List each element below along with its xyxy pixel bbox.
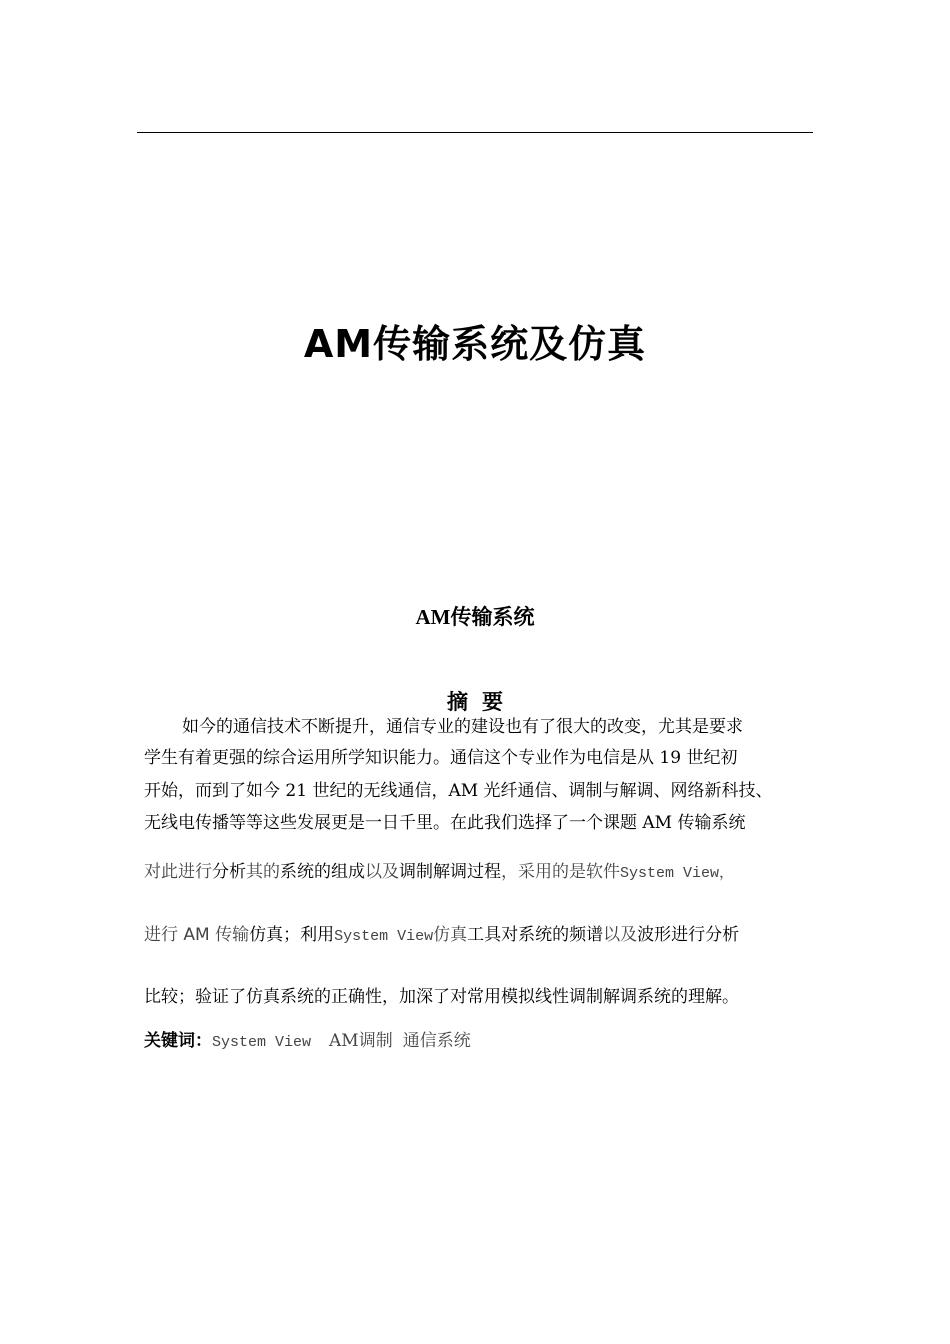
text-run: 进行 — [144, 925, 184, 945]
keyword: AM调制 — [329, 1031, 393, 1051]
text-run: 传输 — [209, 925, 250, 945]
abstract-line-6 — [144, 922, 810, 950]
abstract-line-4: 无线电传播等等这些发展更是一日千里。在此我们选择了一个课题 AM 传输系统 — [144, 813, 746, 833]
text-run: AM — [183, 925, 210, 945]
text-run: ，采用的是软件 — [501, 862, 620, 882]
keyword: System View — [212, 1034, 312, 1051]
abstract-heading: 摘要 — [447, 690, 517, 714]
text-run: 分析 — [212, 862, 246, 882]
text-run: 仿真 — [433, 925, 468, 945]
abstract-line-5 — [144, 859, 810, 887]
text-run: 波形进行分析 — [637, 925, 740, 945]
abstract-line-3: 开始，而到了如今 21 世纪的无线通信，AM 光纤通信、调制与解调、网络新科技、 — [144, 781, 773, 801]
keywords-line — [144, 1028, 810, 1056]
abstract-line-2: 学生有着更强的综合运用所学知识能力。通信这个专业作为电信是从 19 世纪初 — [144, 748, 738, 768]
text-run: System View， — [620, 865, 735, 882]
text-run: 对此进行 — [144, 862, 212, 882]
text-run: 以及 — [603, 925, 638, 945]
keywords-label: 关键词： — [144, 1031, 212, 1051]
text-run: 其的 — [246, 862, 280, 882]
text-run: 工具对系统的频谱 — [467, 925, 604, 945]
text-run: 仿真 — [249, 925, 284, 945]
text-run: ；利用 — [283, 925, 335, 945]
text-run: System View — [334, 928, 434, 945]
document-title: AM传输系统及仿真 — [303, 322, 647, 366]
header-rule — [137, 132, 813, 133]
document-subtitle: AM传输系统 — [415, 605, 535, 629]
abstract-line-1: 如今的通信技术不断提升，通信专业的建设也有了很大的改变，尤其是要求 — [182, 717, 743, 737]
text-run: 系统的组成 — [280, 862, 365, 882]
text-run: 调制解调过程 — [399, 862, 501, 882]
abstract-line-7: 比较；验证了仿真系统的正确性，加深了对常用模拟线性调制解调系统的理解。 — [144, 987, 739, 1007]
text-run: 以及 — [365, 862, 399, 882]
keyword: 通信系统 — [402, 1031, 471, 1051]
